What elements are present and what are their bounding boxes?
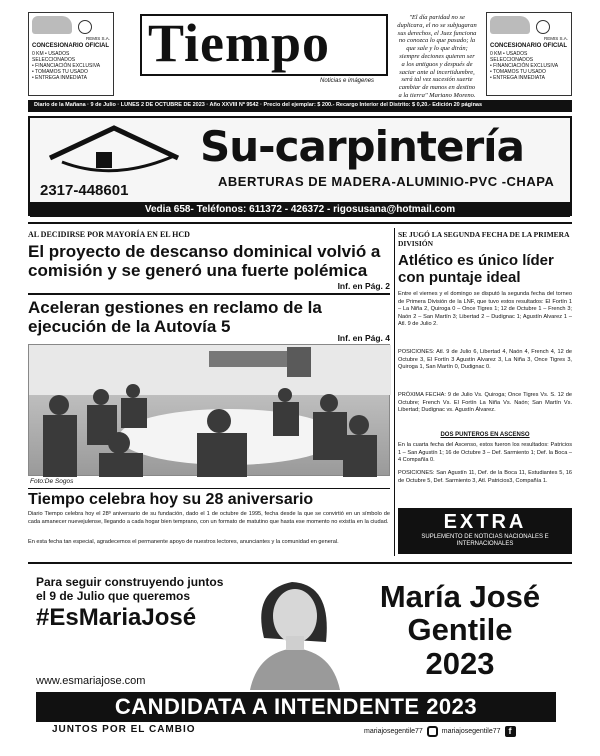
ad-title: CONCESIONARIO OFICIAL <box>490 43 568 50</box>
ad-line: • TOMAMOS TU USADO <box>32 68 88 75</box>
campaign-year: 2023 <box>425 645 495 681</box>
page-reference: Inf. en Pág. 4 <box>337 333 390 343</box>
ad-line: • ENTREGA INMEDIATA <box>32 74 87 81</box>
article-headline: Tiempo celebra hoy su 28 aniversario <box>28 491 314 508</box>
sports-body: En la cuarta fecha del Ascenso, estos fueron los resultados: Patricios 1 – San Agustín 1; 16 de Octubre 3 – Def. Sarmiento 1; Def. la Boca – 4 Compañía 0. <box>398 442 572 464</box>
sports-body: PRÓXIMA FECHA: 9 de Julio Vs. Quiroga; Once Tigres Vs. S. 12 de Octubre; French Vs. El Fortín La Niña Vs. Naón; San Martín Vs. Libertad; Dudignac vs. Agustín Álvarez. <box>398 392 572 414</box>
sports-body: POSICIONES: San Agustín 11, Def. de la Boca 11, Estudiantes 5, 16 de Octubre 5, Def. Sarmiento 3, Atl. Patricios3, Compañía 1. <box>398 470 572 484</box>
campaign-line: Para seguir construyendo juntos <box>36 575 224 589</box>
campaign-banner: CANDIDATA A INTENDENTE 2023 <box>36 692 556 722</box>
column-divider <box>394 228 395 556</box>
divider <box>28 562 572 564</box>
photo-caption: Foto:De Sogos <box>30 478 74 485</box>
campaign-website[interactable]: www.esmariajose.com <box>36 675 146 687</box>
ad-line: • FINANCIACIÓN EXCLUSIVA <box>32 62 101 69</box>
info-bar: Diario de la Mañana · 9 de Julio · LUNES 2 DE OCTUBRE DE 2023 · Año XXVIII Nº 9542 · Precio del ejemplar: $ 200.- Recargo Interior del Distrito: $ 0,20.- Edición 20 páginas <box>28 100 572 112</box>
social-handle[interactable]: mariajosegentile77 <box>364 728 423 735</box>
brand-name: REMIS S.A. <box>85 36 110 41</box>
quote: "El día paridad no se duplicara, el no se subjugaran sus derechos, el Juez funciona no conozca lo que pasado; la que sale y lo que dirán; siempre deciones quieren ser a los antiguos y después de saciar ante al incertidumbre, será tal vez sucesión suerte cambiar de manos en destino a la tierra" Mariano Moreno. <box>397 14 477 99</box>
house-icon <box>44 122 184 178</box>
campaign-hashtag: #EsMariaJosé <box>36 604 197 631</box>
meeting-photo <box>28 344 390 476</box>
social-handle[interactable]: mariajosegentile77 <box>441 728 501 735</box>
divider <box>28 293 390 295</box>
ad-title: CONCESIONARIO OFICIAL <box>32 43 110 50</box>
candidate-first-name: María José <box>379 579 541 614</box>
header-left-ad <box>28 12 114 96</box>
ad-line: • FINANCIACIÓN EXCLUSIVA <box>490 62 559 69</box>
masthead <box>140 14 388 76</box>
ad-line: • ENTREGA INMEDIATA <box>490 74 545 81</box>
social-links <box>364 726 516 737</box>
extra-title: EXTRA <box>443 511 527 533</box>
ad-line: • TOMAMOS TU USADO <box>490 68 546 75</box>
extra-supplement-box <box>398 508 572 554</box>
sports-subhead: DOS PUNTEROS EN ASCENSO <box>440 432 530 438</box>
sports-body: Entre el viernes y el domingo se disputó la segunda fecha del torneo de Primera División de la LNF, que tuvo estos resultados: El Fortín 1 – La Niña 2, Quiroga 0 – Once Tigres 1; 12 de Octubre 1 – French 3; Naón 2 – San Martín 3; Libertad 2 – Dudignac 1; Agustín Alvarez 1 – Atl. 9 de Julio 2. <box>398 291 572 328</box>
car-icon <box>490 16 530 34</box>
ad-line: 0 KM • USADOS SELECCIONADOS <box>490 50 534 63</box>
instagram-icon[interactable] <box>427 726 438 737</box>
brand-logo-icon <box>536 20 550 34</box>
candidate-name <box>360 580 560 680</box>
masthead-title: Tiempo <box>148 13 331 73</box>
article-headline: El proyecto de descanso dominical volvió a comisión y se generó una fuerte polémica <box>28 242 381 281</box>
header-right-ad <box>486 12 572 96</box>
facebook-icon[interactable]: f <box>505 726 516 737</box>
divider <box>28 488 390 489</box>
business-name: Su-carpintería <box>200 122 524 171</box>
sports-headline: Atlético es único líder con puntaje ideal <box>398 252 554 287</box>
extra-subtitle: SUPLEMENTO DE NOTICIAS NACIONALES E INTERNACIONALES <box>421 534 549 548</box>
business-subtitle: ABERTURAS DE MADERA-ALUMINIO-PVC -CHAPA <box>218 174 555 189</box>
carpentry-ad <box>28 116 572 216</box>
party-name: JUNTOS POR EL CAMBIO <box>52 724 196 735</box>
sports-body: POSICIONES: Atl. 9 de Julio 6, Libertad 4, Naón 4, French 4, 12 de Octubre 3, El Fortín 3 Agustín Alvarez 3, La Niña 3, Once Tigres 3, Quiroga 1, San Martín 0, Dudignac 0. <box>398 349 572 371</box>
candidate-portrait <box>240 572 350 690</box>
article-kicker: AL DECIDIRSE POR MAYORÍA EN EL HCD <box>28 230 190 239</box>
article-headline: Aceleran gestiones en reclamo de la ejecución de la Autovía 5 <box>28 298 322 337</box>
article-body: En esta fecha tan especial, agradecemos el permanente apoyo de nuestros lectores, anunciantes y la comunidad en general. <box>28 539 339 545</box>
phone: 2317-448601 <box>40 182 129 199</box>
campaign-slogan <box>36 576 266 604</box>
divider <box>28 222 572 224</box>
candidate-last-name: Gentile <box>407 612 513 648</box>
brand-name: REMIS S.A. <box>543 36 568 41</box>
page-reference: Inf. en Pág. 2 <box>337 281 390 291</box>
sports-kicker: SE JUGÓ LA SEGUNDA FECHA DE LA PRIMERA DIVISIÓN <box>398 230 570 248</box>
brand-logo-icon <box>78 20 92 34</box>
campaign-line: el 9 de Julio que queremos <box>36 588 191 603</box>
car-icon <box>32 16 72 34</box>
article-body: Diario Tiempo celebra hoy el 28º aniversario de su fundación, dado el 1 de octubre de 1995, fecha desde la que se convirtió en un símbolo de cada amanecer nuevejulense, llegando a cada hogar bien temprano, con un formato de matutino que hasta ese momento no existía en la ciudad. <box>28 511 390 525</box>
tagline: Noticias e imágenes <box>320 78 375 84</box>
ad-line: 0 KM • USADOS SELECCIONADOS <box>32 50 76 63</box>
contact-bar: Vedia 658- Teléfonos: 611372 - 426372 - rigosusana@hotmail.com <box>30 202 570 217</box>
